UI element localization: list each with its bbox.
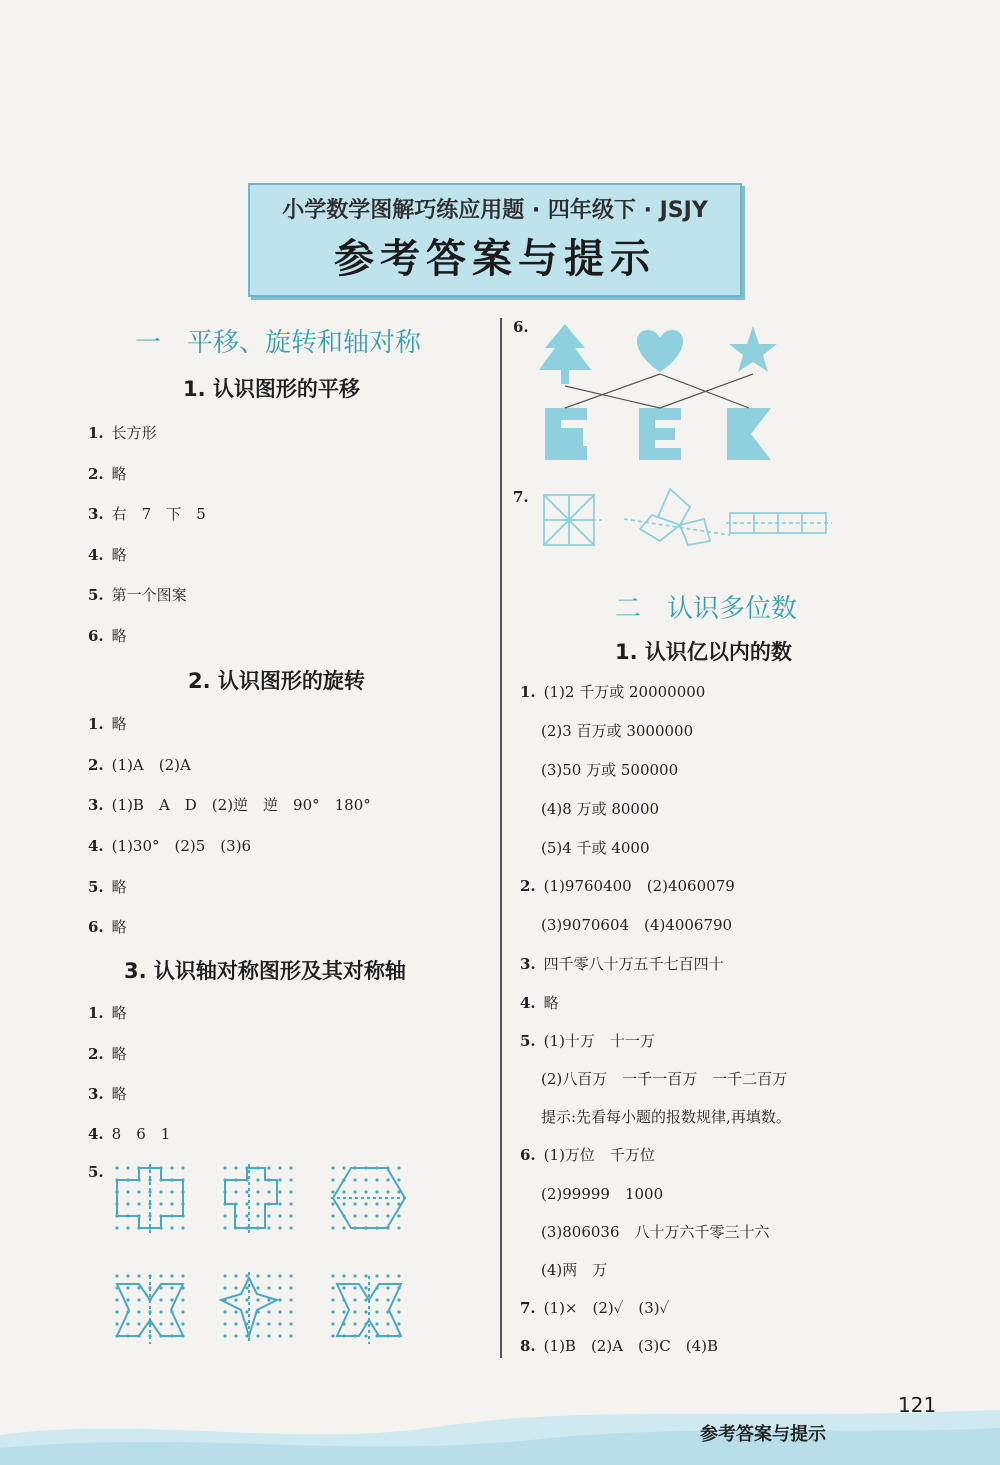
grid-dot — [342, 1310, 345, 1313]
grid-dot — [375, 1190, 378, 1193]
grid-dot — [256, 1202, 259, 1205]
grid-dot — [331, 1214, 334, 1217]
grid-dot — [267, 1166, 270, 1169]
answer-line: 8. (1)B (2)A (3)C (4)B — [520, 1337, 719, 1355]
tree-icon — [539, 324, 591, 370]
answer-line: 4. 略 — [88, 546, 127, 564]
grid-dot — [234, 1298, 237, 1301]
answer-line: (2)3 百万或 3000000 — [541, 722, 694, 740]
grid-dot — [364, 1298, 367, 1301]
answer-line: 5. (1)十万 十一万 — [520, 1032, 655, 1050]
answer-line: 3. 右 7 下 5 — [88, 505, 206, 523]
answer-line: 5. — [88, 1163, 104, 1181]
grid-dot — [126, 1298, 129, 1301]
grid-dot — [289, 1286, 292, 1289]
grid-dot — [278, 1202, 281, 1205]
answer-line: (2)99999 1000 — [541, 1185, 664, 1203]
grid-dot — [289, 1178, 292, 1181]
grid-dot — [353, 1190, 356, 1193]
match-line — [565, 386, 660, 408]
grid-dot — [267, 1274, 270, 1277]
grid-dot — [375, 1322, 378, 1325]
section-title-1-2: 2. 认识图形的旋转 — [188, 669, 365, 693]
grid-dot — [267, 1226, 270, 1229]
grid-dot — [256, 1322, 259, 1325]
grid-dot — [278, 1214, 281, 1217]
grid-dot — [159, 1322, 162, 1325]
grid-dot — [256, 1190, 259, 1193]
grid-dot — [353, 1286, 356, 1289]
section-title-1-3: 3. 认识轴对称图形及其对称轴 — [124, 959, 406, 983]
grid-dot — [137, 1202, 140, 1205]
grid-dot — [267, 1310, 270, 1313]
answer-line: 4. 8 6 1 — [88, 1125, 171, 1143]
grid-dot — [331, 1274, 334, 1277]
grid-dot — [278, 1334, 281, 1337]
grid-dot — [386, 1322, 389, 1325]
answer-line: 6. 略 — [88, 627, 127, 645]
grid-dot — [267, 1190, 270, 1193]
grid-dot — [331, 1322, 334, 1325]
grid-dot — [397, 1214, 400, 1217]
grid-dot — [342, 1286, 345, 1289]
grid-dot — [223, 1274, 226, 1277]
grid-dot — [181, 1310, 184, 1313]
grid-dot — [331, 1202, 334, 1205]
answer-line: (2)八百万 一千一百万 一千二百万 — [541, 1070, 788, 1088]
grid-dot — [289, 1322, 292, 1325]
grid-dot — [126, 1190, 129, 1193]
grid-dot — [289, 1310, 292, 1313]
grid-dot — [386, 1214, 389, 1217]
rotated-squares — [640, 489, 710, 545]
grid-dot — [289, 1274, 292, 1277]
grid-dot — [126, 1226, 129, 1229]
answer-line: 2. (1)A (2)A — [88, 756, 191, 774]
grid-dot — [278, 1226, 281, 1229]
grid-dot — [181, 1298, 184, 1301]
grid-dot — [289, 1298, 292, 1301]
grid-dot — [181, 1166, 184, 1169]
answer-line: (5)4 千或 4000 — [541, 839, 650, 857]
grid-dot — [159, 1298, 162, 1301]
grid-dot — [170, 1190, 173, 1193]
grid-dot — [137, 1322, 140, 1325]
grid-dot — [353, 1214, 356, 1217]
grid-dot — [386, 1274, 389, 1277]
grid-dot — [386, 1202, 389, 1205]
grid-dot — [397, 1178, 400, 1181]
grid-dot — [278, 1322, 281, 1325]
grid-dot — [375, 1298, 378, 1301]
grid-dot — [375, 1274, 378, 1277]
grid-dot — [375, 1178, 378, 1181]
section-title-1-1: 1. 认识图形的平移 — [183, 377, 360, 401]
match-line — [565, 374, 660, 408]
e-shape-2 — [639, 408, 681, 460]
grid-dot — [353, 1298, 356, 1301]
e-shape-1 — [545, 408, 587, 460]
grid-dot — [278, 1178, 281, 1181]
grid-dot — [223, 1334, 226, 1337]
grid-dot — [170, 1286, 173, 1289]
grid-dot — [364, 1202, 367, 1205]
answer-line: 2. 略 — [88, 465, 127, 483]
grid-dot — [223, 1214, 226, 1217]
page-number: 121 — [898, 1393, 937, 1417]
grid-dot — [256, 1178, 259, 1181]
grid-dot — [126, 1286, 129, 1289]
grid-dot — [278, 1166, 281, 1169]
grid-dot — [289, 1202, 292, 1205]
grid-dot — [170, 1226, 173, 1229]
footer-wave — [0, 1380, 1000, 1465]
grid-dot — [170, 1166, 173, 1169]
grid-dot — [289, 1190, 292, 1193]
figure-6-number: 6. — [513, 318, 529, 336]
grid-dot — [256, 1274, 259, 1277]
grid-dot — [137, 1310, 140, 1313]
grid-dot — [342, 1226, 345, 1229]
grid-dot — [289, 1214, 292, 1217]
answer-line: 1. 略 — [88, 1004, 127, 1022]
grid-dot — [278, 1310, 281, 1313]
grid-dot — [353, 1178, 356, 1181]
grid-dot — [289, 1166, 292, 1169]
answer-line: 2. 略 — [88, 1045, 127, 1063]
grid-dot — [234, 1286, 237, 1289]
section-title-2-1: 1. 认识亿以内的数 — [615, 640, 792, 664]
grid-dot — [364, 1214, 367, 1217]
grid-dot — [289, 1334, 292, 1337]
grid-dot — [331, 1166, 334, 1169]
figure-6-matching — [535, 320, 785, 470]
grid-dot — [137, 1298, 140, 1301]
grid-dot — [397, 1298, 400, 1301]
heart-icon — [637, 330, 683, 372]
grid-dot — [159, 1202, 162, 1205]
answer-line: 6. (1)万位 千万位 — [520, 1146, 655, 1164]
answer-line: 4. 略 — [520, 994, 559, 1012]
grid-dot — [353, 1202, 356, 1205]
grid-dot — [115, 1322, 118, 1325]
grid-dot — [386, 1298, 389, 1301]
grid-dot — [289, 1226, 292, 1229]
grid-dot — [364, 1274, 367, 1277]
e-shape-3 — [727, 408, 771, 460]
grid-dot — [223, 1166, 226, 1169]
grid-dot — [364, 1286, 367, 1289]
answer-line: 4. (1)30° (2)5 (3)6 — [88, 837, 252, 855]
grid-dot — [353, 1322, 356, 1325]
dot-grids — [115, 1166, 400, 1337]
grid-dot — [342, 1166, 345, 1169]
grid-dot — [278, 1274, 281, 1277]
figure-shape — [117, 1284, 183, 1336]
grid-dot — [331, 1334, 334, 1337]
grid-dot — [234, 1274, 237, 1277]
answer-line: (3)9070604 (4)4006790 — [541, 916, 733, 934]
grid-dot — [375, 1214, 378, 1217]
figure-shape — [225, 1168, 277, 1228]
grid-dot — [364, 1334, 367, 1337]
header-title: 参考答案与提示 — [334, 236, 656, 282]
grid-dot — [181, 1322, 184, 1325]
answer-line: (3)806036 八十万六千零三十六 — [541, 1223, 770, 1241]
grid-dot — [137, 1190, 140, 1193]
grid-dot — [353, 1274, 356, 1277]
answer-line: (4)8 万或 80000 — [541, 800, 660, 818]
grid-dot — [331, 1298, 334, 1301]
grid-dot — [234, 1190, 237, 1193]
grid-dot — [364, 1190, 367, 1193]
answer-line: 3. (1)B A D (2)逆 逆 90° 180° — [88, 796, 371, 814]
grid-dot — [342, 1202, 345, 1205]
answer-line: 1. 长方形 — [88, 424, 157, 442]
grid-dot — [331, 1190, 334, 1193]
grid-dot — [256, 1298, 259, 1301]
grid-dot — [170, 1274, 173, 1277]
grid-dot — [386, 1190, 389, 1193]
grid-dot — [331, 1226, 334, 1229]
grid-dot — [364, 1178, 367, 1181]
grid-dot — [115, 1166, 118, 1169]
answer-line: 5. 略 — [88, 878, 127, 896]
grid-dot — [342, 1190, 345, 1193]
grid-dot — [397, 1226, 400, 1229]
answer-line: 3. 略 — [88, 1085, 127, 1103]
grid-dot — [331, 1310, 334, 1313]
grid-dot — [397, 1322, 400, 1325]
grid-dot — [386, 1286, 389, 1289]
grid-dot — [223, 1310, 226, 1313]
grid-dot — [170, 1202, 173, 1205]
grid-dot — [375, 1202, 378, 1205]
grid-dot — [234, 1310, 237, 1313]
grid-dot — [137, 1274, 140, 1277]
hint-line: 提示:先看每小题的报数规律,再填数。 — [541, 1108, 791, 1126]
grid-dot — [223, 1322, 226, 1325]
grid-dot — [115, 1310, 118, 1313]
symmetry-dot-figures — [105, 1160, 425, 1360]
grid-dot — [267, 1322, 270, 1325]
answer-line: 5. 第一个图案 — [88, 586, 187, 604]
answer-line: (3)50 万或 500000 — [541, 761, 679, 779]
grid-dot — [342, 1274, 345, 1277]
grid-dot — [181, 1274, 184, 1277]
grid-dot — [397, 1310, 400, 1313]
header-box — [248, 183, 742, 297]
grid-dot — [353, 1310, 356, 1313]
grid-dot — [126, 1202, 129, 1205]
tree-trunk — [561, 370, 569, 384]
grid-dot — [115, 1274, 118, 1277]
grid-dot — [115, 1298, 118, 1301]
grid-dot — [375, 1310, 378, 1313]
grid-dot — [170, 1298, 173, 1301]
grid-dot — [159, 1274, 162, 1277]
grid-dot — [256, 1286, 259, 1289]
grid-dot — [267, 1334, 270, 1337]
answer-line: 2. (1)9760400 (2)4060079 — [520, 877, 735, 895]
answer-line: 6. 略 — [88, 918, 127, 936]
grid-dot — [397, 1166, 400, 1169]
answer-line: (4)两 万 — [541, 1261, 608, 1279]
grid-dot — [181, 1226, 184, 1229]
figure-7-number: 7. — [513, 488, 529, 506]
figure-shape — [337, 1284, 401, 1336]
unit-title-1: 一 平移、旋转和轴对称 — [135, 328, 422, 358]
grid-dot — [126, 1322, 129, 1325]
column-divider — [500, 318, 502, 1358]
grid-dot — [386, 1178, 389, 1181]
grid-dot — [159, 1190, 162, 1193]
grid-dot — [278, 1286, 281, 1289]
grid-dot — [170, 1322, 173, 1325]
answer-line: 7. (1)× (2)✓ (3)✓ — [520, 1299, 670, 1317]
grid-dot — [234, 1334, 237, 1337]
grid-dot — [126, 1166, 129, 1169]
star-icon — [729, 326, 777, 372]
grid-dot — [115, 1226, 118, 1229]
unit-title-2: 二 认识多位数 — [615, 594, 798, 624]
grid-dot — [256, 1214, 259, 1217]
answer-line: 1. (1)2 千万或 20000000 — [520, 683, 706, 701]
answer-line: 1. 略 — [88, 715, 127, 733]
grid-dot — [234, 1322, 237, 1325]
header-subtitle: 小学数学图解巧练应用题 · 四年级下 · JSJY — [282, 198, 708, 223]
grid-dot — [159, 1310, 162, 1313]
figure-7-symmetry — [540, 485, 840, 565]
grid-dot — [126, 1274, 129, 1277]
grid-dot — [223, 1226, 226, 1229]
grid-dot — [331, 1178, 334, 1181]
grid-dot — [364, 1310, 367, 1313]
grid-dot — [267, 1214, 270, 1217]
grid-dot — [234, 1166, 237, 1169]
grid-dot — [397, 1274, 400, 1277]
grid-dot — [267, 1286, 270, 1289]
grid-dot — [256, 1334, 259, 1337]
footer-label: 参考答案与提示 — [700, 1424, 826, 1445]
grid-dot — [223, 1286, 226, 1289]
grid-dot — [331, 1286, 334, 1289]
answer-line: 3. 四千零八十万五千七百四十 — [520, 955, 724, 973]
grid-dot — [278, 1190, 281, 1193]
